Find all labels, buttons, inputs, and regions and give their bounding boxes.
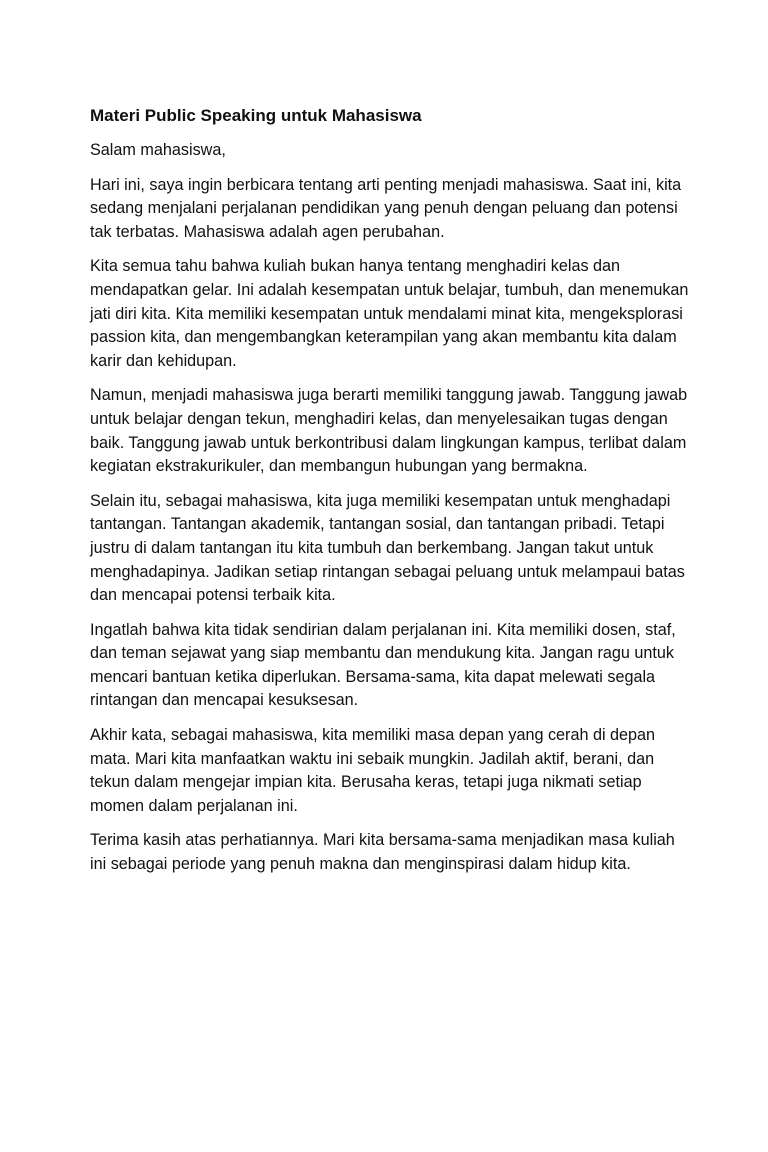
paragraph-6: Akhir kata, sebagai mahasiswa, kita memiliki masa depan yang cerah di depan mata. Mari kita manfaatkan waktu ini sebaik mungkin. Jadilah aktif, berani, dan tekun dalam mengejar impian kita. Berusaha keras, tetapi juga nikmati setiap momen dalam perjalanan ini. [90, 726, 656, 815]
paragraph-2: Kita semua tahu bahwa kuliah bukan hanya tentang menghadiri kelas dan mendapatkan gelar. Ini adalah kesempatan untuk belajar, tumbuh, dan menemukan jati diri kita. Kita memiliki kesempatan untuk mendalami minat kita, mengeksplorasi passion kita, dan mengembangkan keterampilan yang akan membantu kita dalam karir dan kehidupan. [90, 257, 689, 370]
paragraph-7: Terima kasih atas perhatiannya. Mari kita bersama-sama menjadikan masa kuliah ini sebagai periode yang penuh makna dan menginspirasi dalam hidup kita. [90, 831, 675, 874]
greeting-text: Salam mahasiswa, [90, 141, 226, 159]
paragraph-3: Namun, menjadi mahasiswa juga berarti memiliki tanggung jawab. Tanggung jawab untuk belajar dengan tekun, menghadiri kelas, dan menyelesaikan tugas dengan baik. Tanggung jawab untuk berkontribusi dalam lingkungan kampus, terlibat dalam kegiatan ekstrakurikuler, dan membangun hubungan yang bermakna. [90, 386, 688, 476]
document-title: Materi Public Speaking untuk Mahasiswa [90, 106, 422, 125]
paragraph-4: Selain itu, sebagai mahasiswa, kita juga memiliki kesempatan untuk menghadapi tantangan. Tantangan akademik, tantangan sosial, dan tantangan pribadi. Tetapi justru di dalam tantangan itu kita tumbuh dan berkembang. Jangan takut untuk menghadapinya. Jadikan setiap rintangan sebagai peluang untuk melampaui batas dan mencapai potensi terbaik kita. [90, 491, 685, 605]
paragraph-5: Ingatlah bahwa kita tidak sendirian dalam perjalanan ini. Kita memiliki dosen, staf, dan teman sejawat yang siap membantu dan mendukung kita. Jangan ragu untuk mencari bantuan ketika diperlukan. Bersama-sama, kita dapat melewati segala rintangan dan mencapai kesuksesan. [90, 620, 676, 710]
paragraph-1: Hari ini, saya ingin berbicara tentang arti penting menjadi mahasiswa. Saat ini, kita sedang menjalani perjalanan pendidikan yang penuh dengan peluang dan potensi tak terbatas. Mahasiswa adalah agen perubahan. [90, 175, 682, 241]
document-page [90, 104, 690, 888]
